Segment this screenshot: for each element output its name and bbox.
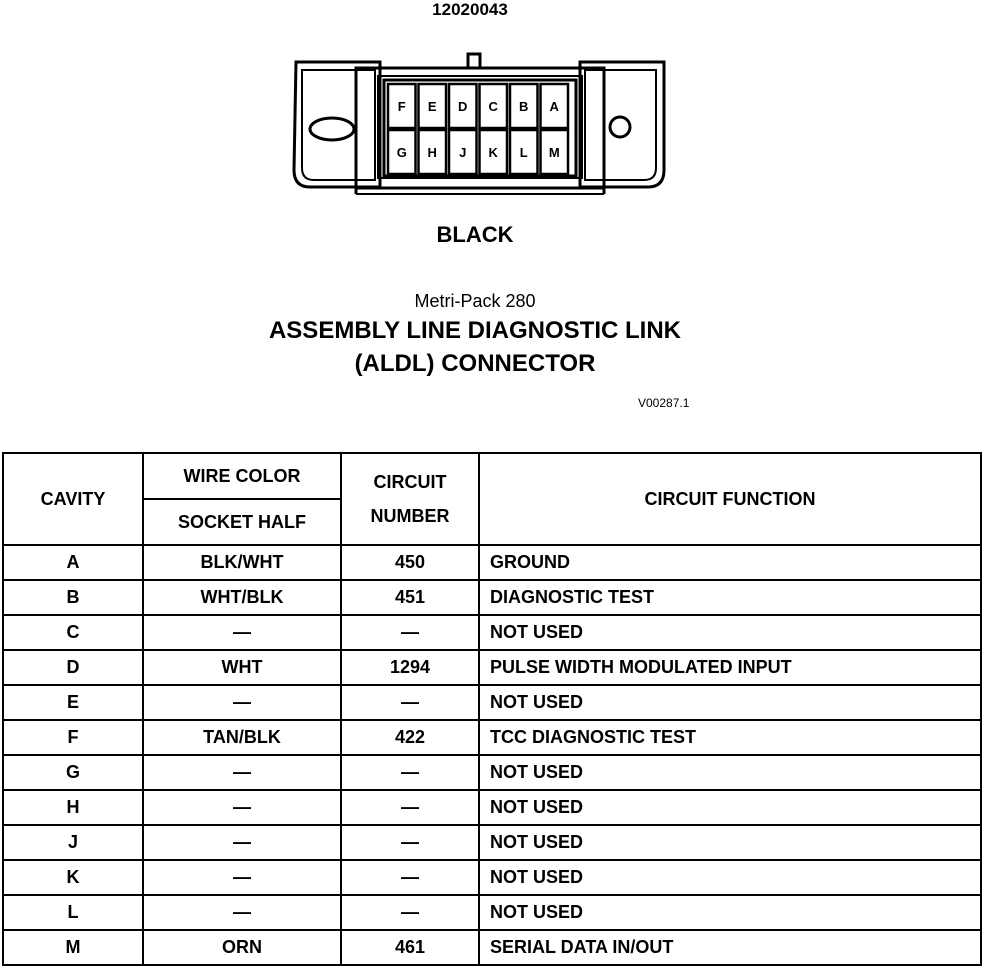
- cell-circuit-function: NOT USED: [479, 685, 981, 720]
- cell-circuit-number: 451: [341, 580, 479, 615]
- cell-wire-color: —: [143, 860, 341, 895]
- cell-circuit-number: —: [341, 860, 479, 895]
- table-row: [3, 930, 981, 965]
- cell-cavity: A: [3, 545, 143, 580]
- pin-label: C: [488, 99, 498, 114]
- cell-circuit-function: NOT USED: [479, 615, 981, 650]
- cell-wire-color: —: [143, 895, 341, 930]
- pin-label: B: [519, 99, 529, 114]
- cavity-table: [2, 452, 982, 966]
- header-socket-half: SOCKET HALF: [143, 499, 341, 545]
- cell-circuit-number: —: [341, 685, 479, 720]
- cell-circuit-number: —: [341, 895, 479, 930]
- pin-label: H: [427, 145, 437, 160]
- cell-cavity: H: [3, 790, 143, 825]
- pin-label: F: [397, 99, 406, 114]
- table-row: [3, 790, 981, 825]
- cell-circuit-number: 461: [341, 930, 479, 965]
- cell-cavity: D: [3, 650, 143, 685]
- cell-circuit-number: —: [341, 755, 479, 790]
- cell-circuit-function: TCC DIAGNOSTIC TEST: [479, 720, 981, 755]
- header-cavity: CAVITY: [3, 453, 143, 545]
- header-circuit-function: CIRCUIT FUNCTION: [479, 453, 981, 545]
- table-row: [3, 545, 981, 580]
- cell-cavity: G: [3, 755, 143, 790]
- cell-cavity: M: [3, 930, 143, 965]
- pin-label: E: [427, 99, 437, 114]
- cell-wire-color: —: [143, 825, 341, 860]
- connector-left-wing: [294, 62, 380, 187]
- pin-label: J: [459, 145, 467, 160]
- cell-cavity: L: [3, 895, 143, 930]
- cell-circuit-function: GROUND: [479, 545, 981, 580]
- cell-wire-color: —: [143, 615, 341, 650]
- header-wire-color: WIRE COLOR: [143, 453, 341, 499]
- cell-wire-color: WHT: [143, 650, 341, 685]
- cell-circuit-number: —: [341, 825, 479, 860]
- cell-wire-color: —: [143, 790, 341, 825]
- cell-circuit-function: DIAGNOSTIC TEST: [479, 580, 981, 615]
- pin-label: M: [548, 145, 560, 160]
- connector-series: Metri-Pack 280: [414, 291, 536, 311]
- mounting-hole-left: [310, 118, 354, 140]
- cell-cavity: E: [3, 685, 143, 720]
- cell-circuit-number: 450: [341, 545, 479, 580]
- cell-wire-color: —: [143, 755, 341, 790]
- cell-circuit-function: NOT USED: [479, 790, 981, 825]
- table-row: [3, 650, 981, 685]
- table-row: [3, 895, 981, 930]
- cell-cavity: K: [3, 860, 143, 895]
- header-circuit-number: CIRCUIT NUMBER: [341, 453, 479, 545]
- cell-circuit-number: 422: [341, 720, 479, 755]
- cell-wire-color: BLK/WHT: [143, 545, 341, 580]
- cell-cavity: B: [3, 580, 143, 615]
- cell-wire-color: WHT/BLK: [143, 580, 341, 615]
- cell-circuit-function: NOT USED: [479, 895, 981, 930]
- mounting-hole-right: [610, 117, 630, 137]
- cell-circuit-number: —: [341, 790, 479, 825]
- cell-cavity: J: [3, 825, 143, 860]
- cell-circuit-number: —: [341, 615, 479, 650]
- cell-wire-color: —: [143, 685, 341, 720]
- pin-label: K: [488, 145, 498, 160]
- table-row: [3, 720, 981, 755]
- connector-color-label: BLACK: [436, 222, 514, 247]
- pin-label: L: [519, 145, 528, 160]
- table-row: [3, 860, 981, 895]
- cell-circuit-function: NOT USED: [479, 825, 981, 860]
- pin-label: A: [549, 99, 559, 114]
- part-number: 12020043: [432, 0, 508, 19]
- table-row: [3, 755, 981, 790]
- cell-wire-color: ORN: [143, 930, 341, 965]
- cell-circuit-function: NOT USED: [479, 860, 981, 895]
- cell-circuit-function: PULSE WIDTH MODULATED INPUT: [479, 650, 981, 685]
- cell-circuit-number: 1294: [341, 650, 479, 685]
- diagram-title-line-2: (ALDL) CONNECTOR: [354, 350, 596, 377]
- cell-circuit-function: NOT USED: [479, 755, 981, 790]
- table-row: [3, 685, 981, 720]
- cell-circuit-function: SERIAL DATA IN/OUT: [479, 930, 981, 965]
- connector-key: [468, 54, 480, 68]
- pin-label: D: [458, 99, 468, 114]
- cell-cavity: C: [3, 615, 143, 650]
- pin-label: G: [396, 145, 407, 160]
- table-row: [3, 615, 981, 650]
- connector-right-wing: [580, 62, 664, 187]
- aldl-connector-diagram: [290, 52, 670, 197]
- table-row: [3, 825, 981, 860]
- table-row: [3, 580, 981, 615]
- cell-cavity: F: [3, 720, 143, 755]
- cell-wire-color: TAN/BLK: [143, 720, 341, 755]
- reference-code: V00287.1: [638, 396, 690, 410]
- diagram-title-line-1: ASSEMBLY LINE DIAGNOSTIC LINK: [268, 317, 682, 344]
